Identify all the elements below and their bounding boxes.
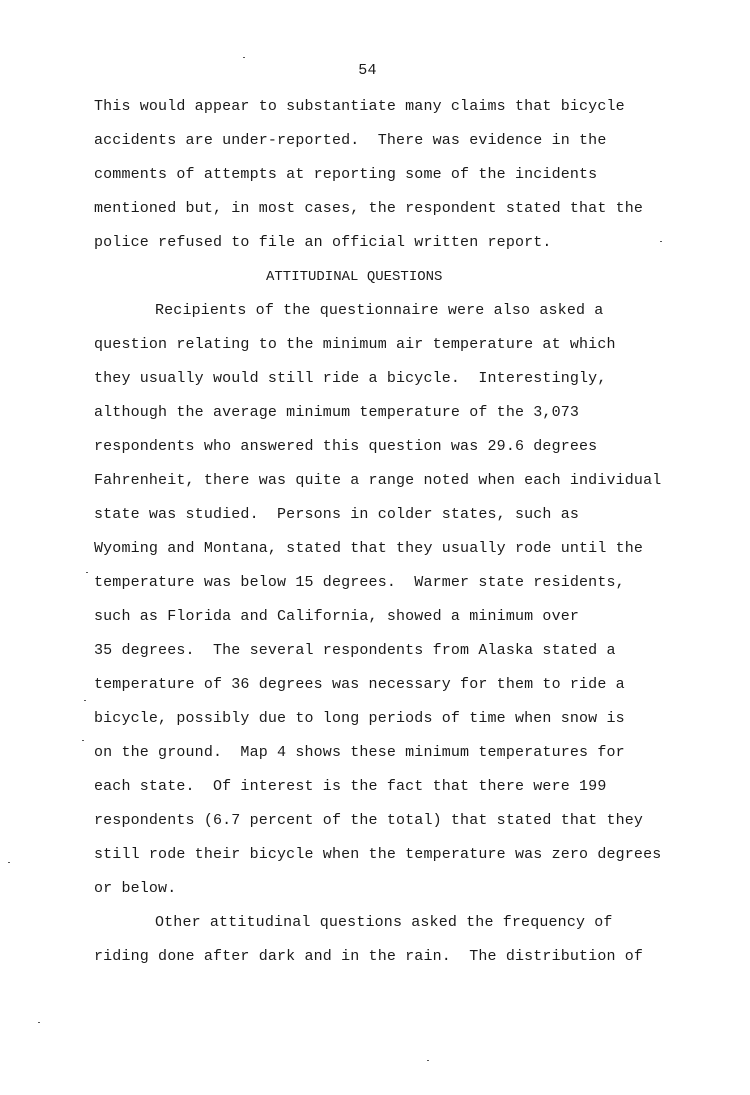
scan-speck [427, 1060, 429, 1061]
body-line: riding done after dark and in the rain. The distribution of [94, 948, 644, 965]
body-line: temperature of 36 degrees was necessary for them to ride a [94, 676, 625, 693]
body-line: accidents are under-reported. There was evidence in the [94, 132, 607, 149]
body-line: Other attitudinal questions asked the frequency of [155, 914, 613, 931]
body-line: state was studied. Persons in colder states, such as [94, 506, 580, 523]
body-line: temperature was below 15 degrees. Warmer state residents, [94, 574, 625, 591]
body-line: comments of attempts at reporting some of the incidents [94, 166, 598, 183]
section-heading: ATTITUDINAL QUESTIONS [266, 269, 443, 285]
body-line: each state. Of interest is the fact that there were 199 [94, 778, 607, 795]
body-line: Fahrenheit, there was quite a range noted when each individual [94, 472, 662, 489]
scan-speck [86, 572, 88, 573]
scan-speck [8, 862, 10, 863]
body-line: on the ground. Map 4 shows these minimum temperatures for [94, 744, 625, 761]
body-line: 35 degrees. The several respondents from Alaska stated a [94, 642, 616, 659]
body-line: such as Florida and California, showed a minimum over [94, 608, 580, 625]
page-number: 54 [358, 62, 377, 79]
body-line: they usually would still ride a bicycle. Interestingly, [94, 370, 607, 387]
scan-speck [82, 740, 84, 741]
body-line: mentioned but, in most cases, the respondent stated that the [94, 200, 644, 217]
body-line: respondents (6.7 percent of the total) that stated that they [94, 812, 644, 829]
document-body [94, 96, 734, 980]
body-line: police refused to file an official written report. [94, 234, 552, 251]
body-line: question relating to the minimum air temperature at which [94, 336, 616, 353]
scan-speck [38, 1022, 40, 1023]
body-line: or below. [94, 880, 177, 897]
body-line: still rode their bicycle when the temperature was zero degrees [94, 846, 662, 863]
body-line: Recipients of the questionnaire were also asked a [155, 302, 604, 319]
body-line: This would appear to substantiate many claims that bicycle [94, 98, 625, 115]
scan-speck [660, 241, 662, 242]
body-line: although the average minimum temperature of the 3,073 [94, 404, 580, 421]
body-line: respondents who answered this question was 29.6 degrees [94, 438, 598, 455]
body-line: Wyoming and Montana, stated that they usually rode until the [94, 540, 644, 557]
scan-speck [84, 700, 86, 701]
scan-speck [243, 57, 245, 58]
body-line: bicycle, possibly due to long periods of time when snow is [94, 710, 625, 727]
